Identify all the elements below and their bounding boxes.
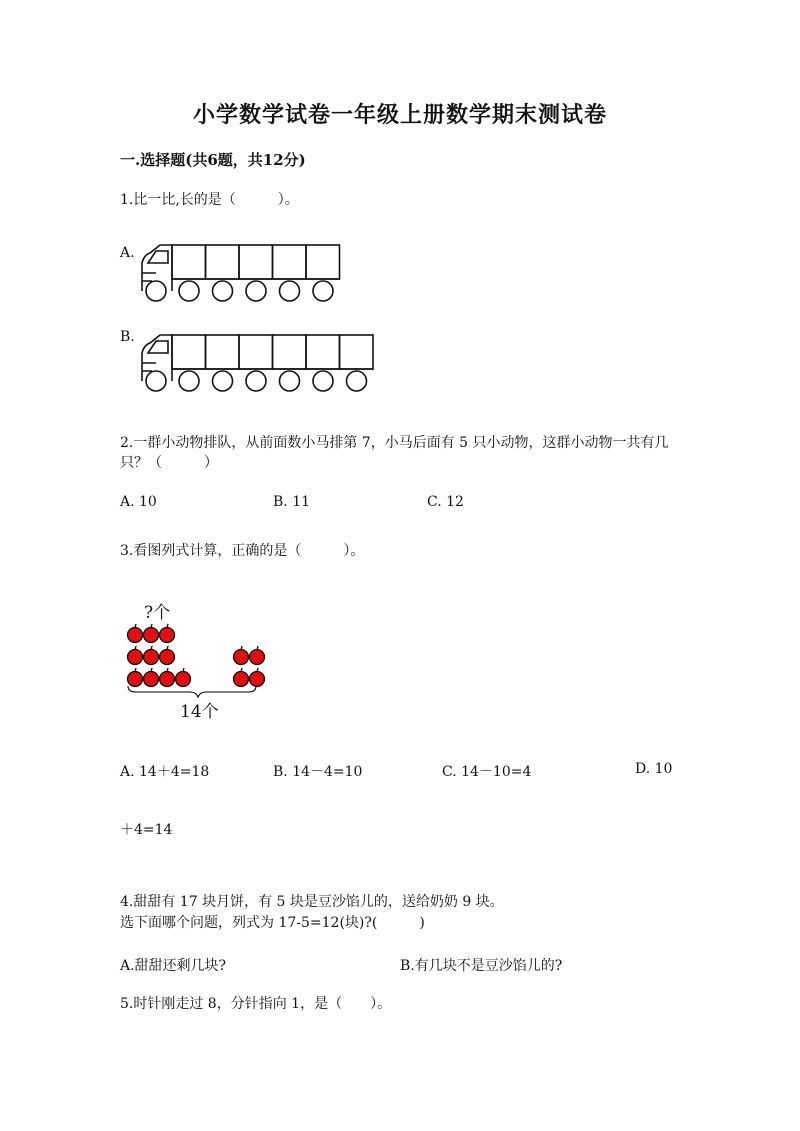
question-2-option-a[interactable]: A. 10 xyxy=(120,494,157,510)
question-3-option-b[interactable]: B. 14－4=10 xyxy=(273,764,363,780)
apple-body xyxy=(234,672,249,687)
page-title: 小学数学试卷一年级上册数学期末测试卷 xyxy=(192,102,607,128)
apple xyxy=(234,668,249,687)
apple xyxy=(144,624,159,643)
apple xyxy=(160,646,175,665)
question-2-stem-line-2: 只？（ ） xyxy=(120,455,218,471)
truck-b-cargo-box xyxy=(306,335,340,369)
apple xyxy=(160,668,175,687)
apple xyxy=(234,646,249,665)
section-heading: 一.选择题(共6题，共12分) xyxy=(120,151,306,169)
truck-b-wheel xyxy=(179,371,199,391)
truck-a-cab-detail xyxy=(142,273,156,281)
truck-b-group xyxy=(142,335,373,391)
truck-a-cargo-box xyxy=(239,245,273,279)
question-4-option-a[interactable]: A.甜甜还剩几块? xyxy=(120,958,227,974)
apple xyxy=(176,668,191,687)
apple xyxy=(250,668,265,687)
question-5-stem: 5.时针刚走过 8，分针指向 1，是（ ）。 xyxy=(120,996,392,1012)
truck-a-wheel xyxy=(313,281,333,301)
truck-a-cargo-box xyxy=(273,245,307,279)
truck-b-cargo-box xyxy=(172,335,206,369)
question-3-option-a[interactable]: A. 14＋4=18 xyxy=(120,764,210,780)
apple-body xyxy=(160,650,175,665)
truck-a-wheel xyxy=(213,281,233,301)
question-2-option-c[interactable]: C. 12 xyxy=(427,494,464,510)
truck-b-wheel xyxy=(313,371,333,391)
apple-body xyxy=(144,628,159,643)
question-3-option-c[interactable]: C. 14－10=4 xyxy=(442,764,532,780)
truck-b-cargo-box xyxy=(273,335,307,369)
apple xyxy=(160,624,175,643)
truck-b-wheel xyxy=(213,371,233,391)
truck-b-cargo-box xyxy=(340,335,374,369)
apple xyxy=(144,668,159,687)
question-3-option-d-continued: ＋4=14 xyxy=(120,822,173,838)
question-3-total-label: 14个 xyxy=(180,702,219,722)
truck-b-cargo-box xyxy=(206,335,240,369)
question-3-unknown-label: ?个 xyxy=(144,603,171,623)
truck-a-cargo-box xyxy=(206,245,240,279)
truck-a-group xyxy=(142,245,340,301)
question-1-option-b-label[interactable]: B. xyxy=(120,329,135,345)
apple-body xyxy=(128,628,143,643)
truck-b-cargo-box xyxy=(239,335,273,369)
truck-a-figure xyxy=(138,243,348,305)
truck-b-cab-detail xyxy=(142,363,156,371)
truck-a-cargo-box xyxy=(172,245,206,279)
question-1-stem: 1.比一比,长的是（ ）。 xyxy=(120,192,299,208)
truck-a-wheel xyxy=(246,281,266,301)
question-2-option-b[interactable]: B. 11 xyxy=(273,494,311,510)
truck-a-cargo-box xyxy=(306,245,340,279)
truck-b-wheel xyxy=(280,371,300,391)
apples-figure xyxy=(120,620,280,700)
apple-body xyxy=(160,672,175,687)
truck-b-figure xyxy=(138,333,378,395)
apple-body xyxy=(128,672,143,687)
apple-body xyxy=(176,672,191,687)
truck-b-wheel xyxy=(246,371,266,391)
apple xyxy=(128,624,143,643)
apple xyxy=(144,646,159,665)
apple xyxy=(128,646,143,665)
apple-body xyxy=(160,628,175,643)
apple-body xyxy=(250,672,265,687)
truck-b-cab-wheel xyxy=(146,371,166,391)
question-4-stem-line-1: 4.甜甜有 17 块月饼，有 5 块是豆沙馅儿的，送给奶奶 9 块。 xyxy=(120,894,504,910)
total-bracket xyxy=(128,686,256,697)
question-1-option-a-label[interactable]: A. xyxy=(120,245,135,261)
apple-body xyxy=(144,672,159,687)
apple-body xyxy=(128,650,143,665)
truck-b-wheel xyxy=(347,371,367,391)
apple-body xyxy=(144,650,159,665)
question-4-stem-line-2: 选下面哪个问题，列式为 17-5=12(块)?( ) xyxy=(120,915,425,931)
apple-body xyxy=(250,650,265,665)
apple xyxy=(128,668,143,687)
truck-a-wheel xyxy=(280,281,300,301)
question-4-option-b[interactable]: B.有几块不是豆沙馅儿的? xyxy=(400,958,563,974)
apple xyxy=(250,646,265,665)
question-3-stem: 3.看图列式计算，正确的是（ ）。 xyxy=(120,543,365,559)
question-2-stem-line-1: 2.一群小动物排队，从前面数小马排第 7，小马后面有 5 只小动物，这群小动物一共有几 xyxy=(120,435,669,451)
question-3-option-d[interactable]: D. 10 xyxy=(635,761,673,777)
truck-a-wheel xyxy=(179,281,199,301)
apple-body xyxy=(234,650,249,665)
truck-a-cab-wheel xyxy=(146,281,166,301)
